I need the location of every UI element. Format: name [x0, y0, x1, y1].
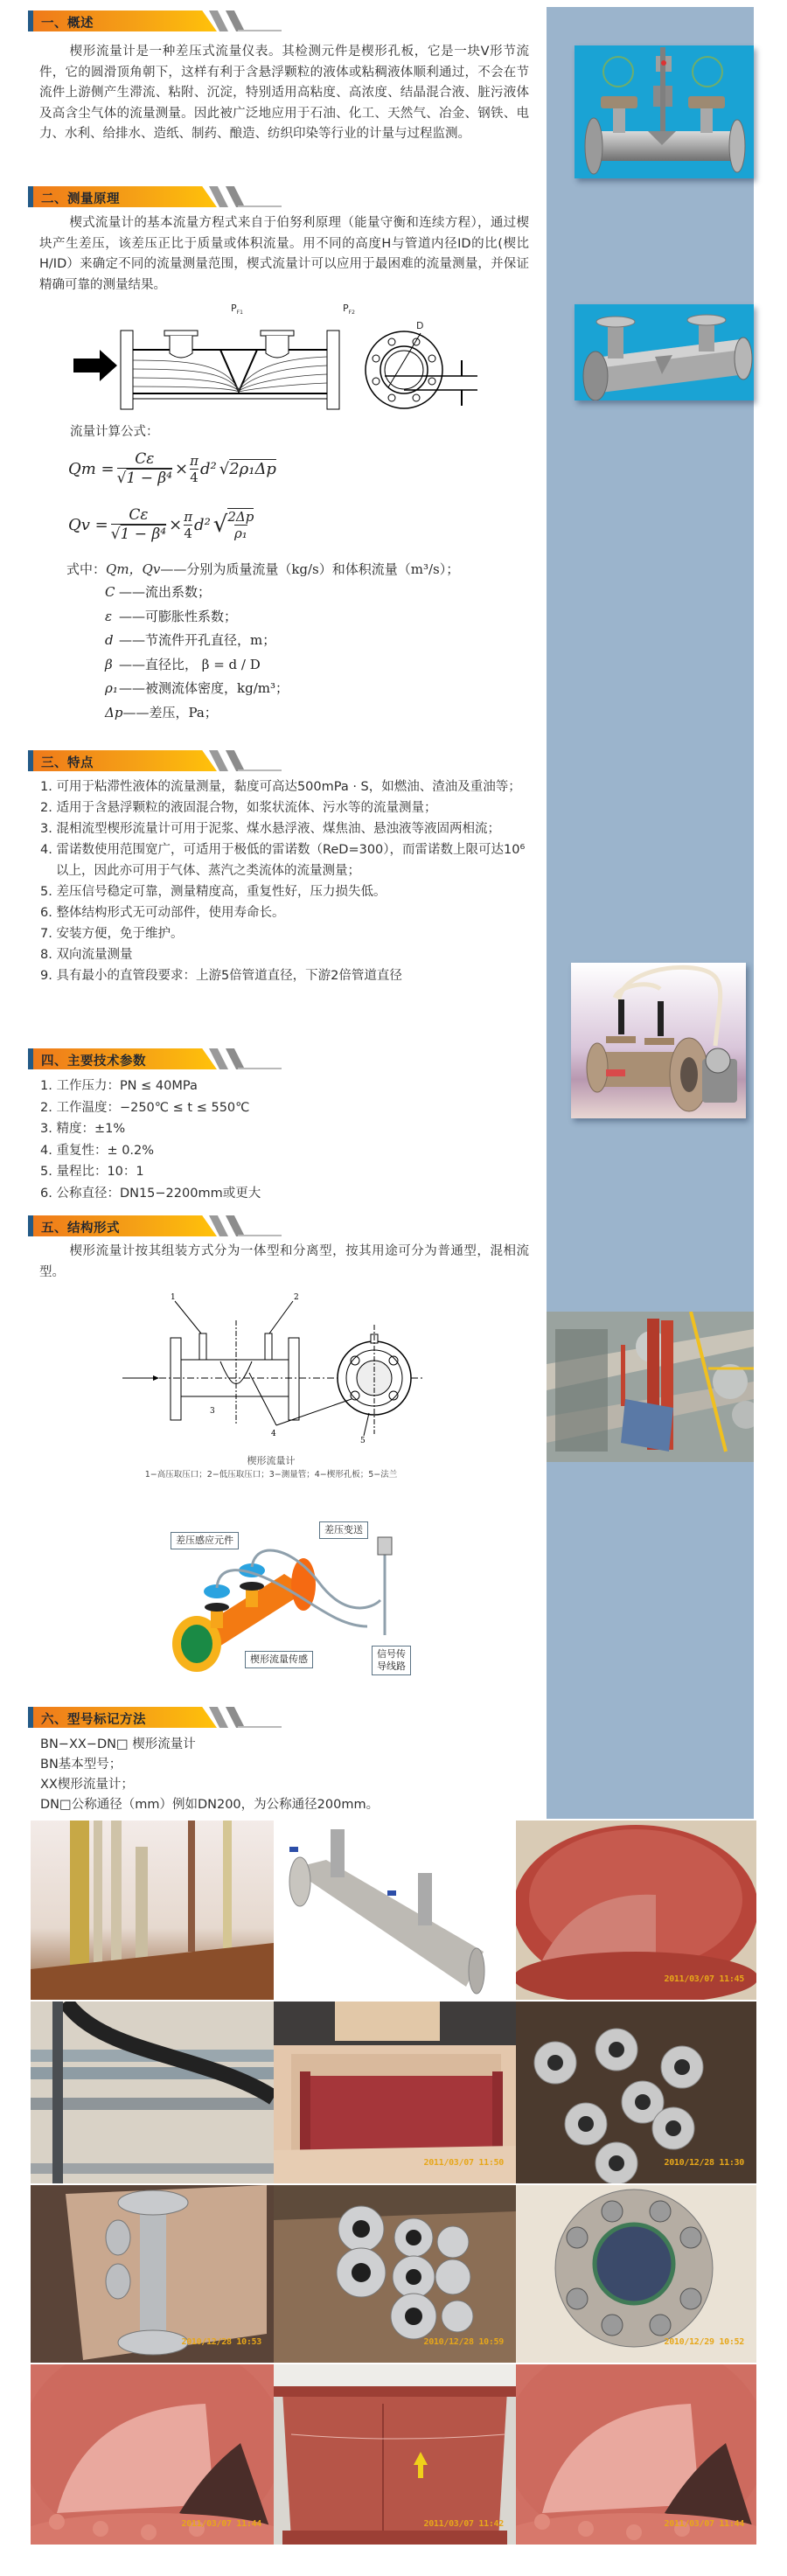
legend-item-c: C ——流出系数； — [105, 584, 212, 600]
formula-qm: Qm = $\frac{C\varepsilon}{\text{√1 − β⁴}}$ × $\frac{\pi}{4}$ d² √2ρ₁Δp — [68, 450, 276, 487]
drawing-caption-title: 楔形流量计 — [247, 1455, 296, 1466]
legend-item-beta: β ——直径比， β = d / D — [105, 656, 261, 672]
overview-text: 楔形流量计是一种差压式流量仪表。其检测元件是楔形孔板，它是一块V形节流件，它的圆滑顶角朝下，这样有利于含悬浮颗粒的液体或粘稠液体顺利通过，不会在节流件上游侧产生滞流、粘附、沉淀，特别适用高粘度、高浓度、结晶混合液、脏污液体及高含尘气体的流量测量。因此被广泛地应用于石油、化工、天然气、冶金、钢铁、电力、水利、给排水、造纸、制药、酿造、纺织印染等行业的计量与过程监测。 — [39, 45, 529, 141]
spec-item: 5. 量程比：10：1 — [40, 1165, 144, 1179]
sidebar-photo-wedge-meter-body — [575, 304, 754, 400]
section-header-features — [28, 750, 282, 771]
structure-drawing — [122, 1285, 437, 1443]
label-p2: $P_{F2}$ — [343, 303, 355, 317]
spec-item: 6. 公称直径：DN15−2200mm或更大 — [40, 1186, 261, 1201]
header-underline — [238, 1726, 282, 1728]
feature-item: 4. 雷诺数使用范围宽广，可适用于极低的雷诺数（ReD=300），而雷诺数上限可达10⁶以上，因此亦可用于气体、蒸汽之类流体的流量测量； — [40, 843, 526, 878]
section-title: 五、结构形式 — [41, 1222, 120, 1236]
feature-item: 8. 双向流量测量 — [40, 948, 133, 962]
section-title: 一、概述 — [41, 17, 94, 31]
photo-timestamp: 2010/12/28 10:59 — [423, 2337, 504, 2347]
photo-timestamp: 2011/03/07 11:44 — [664, 2519, 744, 2529]
section-header-principle — [28, 186, 282, 207]
specs-list — [40, 1076, 530, 1204]
sidebar-photo-wedge-meter-capillaries — [571, 963, 746, 1118]
svg-text:5: 5 — [360, 1437, 366, 1443]
sidebar-photo-industrial-plant — [547, 1312, 754, 1462]
gallery-photo-stainless-meter-on-pallet — [31, 2185, 274, 2363]
header-underline — [238, 30, 282, 31]
header-underline — [238, 205, 282, 207]
feature-item: 3. 混相流型楔形流量计可用于泥浆、煤水悬浮液、煤焦油、悬浊液等液固两相流； — [40, 822, 500, 836]
model-code-line: BN−XX−DN□ 楔形流量计 — [40, 1737, 196, 1751]
photo-timestamp: 2011/03/07 11:50 — [423, 2158, 504, 2168]
sidebar-band — [547, 7, 754, 1819]
header-stripe — [226, 1215, 245, 1236]
header-accent-bar — [28, 186, 33, 207]
legend-item-epsilon: ε ——可膨胀性系数； — [105, 608, 238, 624]
header-stripe — [226, 1048, 245, 1069]
sidebar-photo-wedge-meter-transmitter — [575, 45, 754, 178]
header-underline — [238, 769, 282, 771]
principle-paragraph — [39, 213, 529, 296]
spec-item: 4. 重复性：± 0.2% — [40, 1143, 155, 1158]
flow-arrow-icon — [73, 350, 117, 381]
svg-text:2: 2 — [294, 1293, 299, 1302]
svg-text:4: 4 — [271, 1430, 276, 1438]
gallery-photo-installed-vertical-pipework — [31, 1821, 274, 2000]
header-accent-bar — [28, 1215, 33, 1236]
callout-wedge-sensor: 楔形流量传感 — [245, 1651, 313, 1668]
drawing-caption-legend: 1−高压取压口；2−低压取压口；3−测量管；4−楔形孔板；5−法兰 — [144, 1470, 398, 1479]
model-code-line: BN基本型号； — [40, 1758, 122, 1772]
gallery-photo-red-meter-in-crate — [274, 2002, 516, 2183]
section-title: 三、特点 — [41, 756, 94, 770]
gallery-photo-large-red-wedge-meter-interior — [516, 1821, 756, 2000]
gallery-photo-installed-horizontal-lines — [31, 2002, 274, 2183]
section-title: 二、测量原理 — [41, 192, 120, 206]
header-stripe — [226, 186, 245, 207]
formula-legend-list — [105, 581, 289, 725]
feature-item: 6. 整体结构形式无可动部件，使用寿命长。 — [40, 906, 285, 920]
model-code-line: DN□公称通径（mm）例如DN200，为公称通径200mm。 — [40, 1798, 380, 1812]
header-stripe — [226, 10, 245, 31]
legend-item-d: d ——节流件开孔直径，m； — [105, 632, 276, 648]
gallery-photo-stainless-wedge-meter-with-valves — [274, 1821, 516, 2000]
section-header-overview — [28, 10, 282, 31]
structure-paragraph — [39, 1242, 529, 1283]
gallery-photo-red-meter-interior-wedge — [31, 2364, 274, 2545]
label-p1: $P_{F1}$ — [231, 303, 243, 317]
feature-item: 7. 安装方便，免于维护。 — [40, 927, 184, 941]
header-accent-bar — [28, 1048, 33, 1069]
gallery-photo-stainless-flange-closeup — [516, 2185, 756, 2363]
photo-timestamp: 2011/03/07 11:44 — [181, 2519, 261, 2529]
callout-signal-line: 信号传 导线路 — [372, 1646, 411, 1675]
photo-gallery — [31, 1821, 756, 2545]
section-header-structure — [28, 1215, 282, 1236]
wedge-meter-schematic — [162, 1504, 415, 1674]
wedge-principle-diagram — [66, 304, 495, 414]
photo-timestamp: 2011/03/07 11:42 — [423, 2519, 504, 2529]
section-header-model-code — [28, 1707, 282, 1728]
gallery-photo-red-meter-interior-wedge-2 — [516, 2364, 756, 2545]
legend-item-rho: ρ₁——被测流体密度，kg/m³； — [105, 680, 289, 696]
photo-timestamp: 2011/03/07 11:45 — [664, 1974, 744, 1984]
structure-text: 楔形流量计按其组装方式分为一体型和分离型，按其用途可分为普通型，混相流型。 — [39, 1244, 529, 1279]
header-accent-bar — [28, 1707, 33, 1728]
model-code-line: XX楔形流量计； — [40, 1778, 134, 1792]
feature-item: 2. 适用于含悬浮颗粒的液固混合物，如浆状流体、污水等的流量测量； — [40, 801, 437, 815]
gallery-photo-red-meter-exterior-arrow — [274, 2364, 516, 2545]
header-stripe — [226, 1707, 245, 1728]
legend-item-delta-p: Δp——差压，Pa； — [105, 704, 218, 721]
gallery-photo-stainless-meters-batch — [516, 2002, 756, 2183]
header-accent-bar — [28, 10, 33, 31]
photo-timestamp: 2010/12/29 10:52 — [664, 2337, 744, 2347]
header-accent-bar — [28, 750, 33, 771]
photo-timestamp: 2010/12/28 10:53 — [181, 2337, 261, 2347]
header-underline — [238, 1068, 282, 1069]
photo-timestamp: 2010/12/28 11:30 — [664, 2158, 744, 2168]
formula-legend-intro: 式中：Qm，Qv——分别为质量流量（kg/s）和体积流量（m³/s）； — [66, 561, 460, 577]
feature-item: 9. 具有最小的直管段要求：上游5倍管道直径，下游2倍管道直径 — [40, 969, 402, 983]
feature-item: 5. 差压信号稳定可靠，测量精度高，重复性好，压力损失低。 — [40, 885, 387, 899]
callout-transmitter: 差压变送 — [319, 1521, 368, 1539]
svg-text:1: 1 — [171, 1293, 176, 1302]
features-list — [40, 776, 530, 986]
spec-item: 3. 精度：±1% — [40, 1122, 126, 1136]
model-code-list — [40, 1735, 530, 1815]
gallery-photo-stainless-meters-group — [274, 2185, 516, 2363]
callout-sensor-element: 差压感应元件 — [171, 1532, 239, 1549]
principle-text: 楔式流量计的基本流量方程式来自于伯努利原理（能量守衡和连续方程），通过楔块产生差压，该差压正比于质量或体积流量。用不同的高度H与管道内径ID的比(楔比H/ID）来确定不同的流量测量范围，楔式流量计可以应用于最困难的流量测量，并保证精确可靠的测量结果。 — [39, 216, 529, 292]
svg-text:3: 3 — [210, 1407, 215, 1416]
section-title: 四、主要技术参数 — [41, 1055, 146, 1069]
section-header-specs — [28, 1048, 282, 1069]
overview-paragraph — [39, 42, 529, 145]
section-title: 六、型号标记方法 — [41, 1713, 146, 1727]
header-stripe — [226, 750, 245, 771]
formula-title: 流量计算公式： — [70, 425, 159, 439]
label-d: D — [416, 320, 424, 331]
spec-item: 1. 工作压力：PN ≤ 40MPa — [40, 1079, 198, 1093]
header-underline — [238, 1235, 282, 1236]
spec-item: 2. 工作温度：−250℃ ≤ t ≤ 550℃ — [40, 1100, 250, 1115]
feature-item: 1. 可用于粘滞性液体的流量测量，黏度可高达500mPa · S，如燃油、渣油及重油等； — [40, 780, 521, 794]
formula-qv: Qv = $\frac{C\varepsilon}{\text{√1 − β⁴}}$ × $\frac{\pi}{4}$ d² √ 2Δp ρ₁ — [68, 506, 254, 543]
